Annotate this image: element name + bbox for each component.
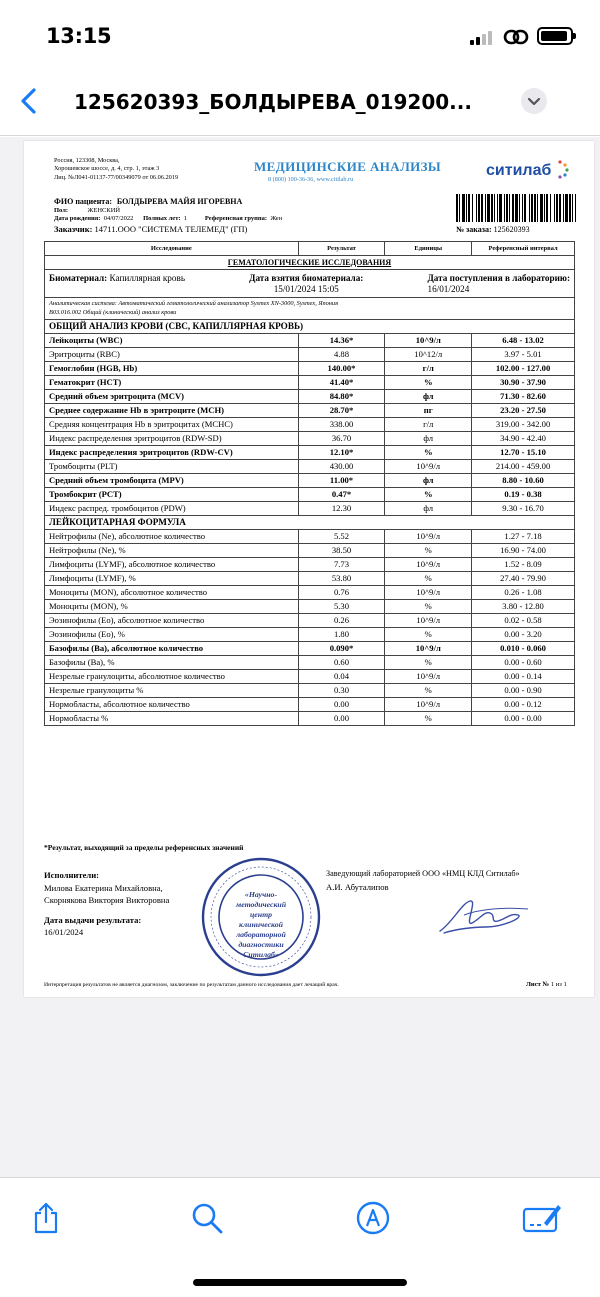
result-row <box>45 390 575 404</box>
issue-date-label: Дата выдачи результата: <box>44 915 142 925</box>
reference-range-cell: 1.27 - 7.18 <box>472 530 575 544</box>
result-row <box>45 530 575 544</box>
group-title-row <box>45 516 575 530</box>
chevron-down-icon <box>521 88 547 114</box>
result-value-cell: 12.30 <box>298 502 385 516</box>
method-note: Аналитическая система: Автоматический гематологический анализатор Sysmex XN-3000, Sysmex, Япония <box>49 300 338 307</box>
test-name-cell: Индекс распределения эритроцитов (RDW-CV) <box>45 446 299 460</box>
unit-cell: 10^12/л <box>385 348 472 362</box>
test-name-cell: Лейкоциты (WBC) <box>45 334 299 348</box>
test-name-cell: Средний объем тромбоцита (MPV) <box>45 474 299 488</box>
logo-dots-icon <box>556 159 570 179</box>
executors-label: Исполнители: <box>44 870 100 880</box>
stamp-line: лабораторной <box>236 930 286 939</box>
result-row <box>45 334 575 348</box>
unit-cell: % <box>385 488 472 502</box>
unit-cell: 10^9/л <box>385 530 472 544</box>
result-value-cell: 1.80 <box>298 628 385 642</box>
result-row <box>45 446 575 460</box>
reference-range-cell: 71.30 - 82.60 <box>472 390 575 404</box>
result-row <box>45 600 575 614</box>
reference-range-cell: 0.02 - 0.58 <box>472 614 575 628</box>
disclaimer: Интерпретация результатов не является диагнозом, заключение по результатам данного исследования дает лечащий врач. <box>44 982 339 988</box>
group-title-leukocyte-formula: ЛЕЙКОЦИТАРНАЯ ФОРМУЛА <box>45 516 575 530</box>
test-name-cell: Базофилы (Ba), % <box>45 656 299 670</box>
unit-cell: % <box>385 712 472 726</box>
reference-range-cell: 3.80 - 12.80 <box>472 600 575 614</box>
result-row <box>45 614 575 628</box>
reference-range-cell: 3.97 - 5.01 <box>472 348 575 362</box>
battery-icon <box>537 27 573 45</box>
status-bar <box>0 0 600 70</box>
biomaterial-cell <box>45 270 575 298</box>
result-row <box>45 656 575 670</box>
reference-range-cell: 8.80 - 10.60 <box>472 474 575 488</box>
order-number: 125620393 <box>493 225 530 234</box>
header-units: Единицы <box>385 242 472 256</box>
test-name-cell: Моноциты (MON), % <box>45 600 299 614</box>
title-menu-button[interactable] <box>521 88 547 114</box>
result-row <box>45 432 575 446</box>
group-title-cbc: ОБЩИЙ АНАЛИЗ КРОВИ (CBC, КАПИЛЛЯРНАЯ КРОВЬ) <box>45 320 575 334</box>
stamp-line: центр клинической <box>239 910 283 929</box>
reference-range-cell: 30.90 - 37.90 <box>472 376 575 390</box>
result-value-cell: 0.00 <box>298 712 385 726</box>
barcode-icon <box>456 194 576 222</box>
test-name-cell: Нормобласты % <box>45 712 299 726</box>
result-value-cell: 36.70 <box>298 432 385 446</box>
result-value-cell: 4.88 <box>298 348 385 362</box>
result-value-cell: 41.40* <box>298 376 385 390</box>
document-page <box>24 141 594 997</box>
result-value-cell: 338.00 <box>298 418 385 432</box>
search-icon[interactable] <box>190 1201 224 1235</box>
test-name-cell: Эритроциты (RBC) <box>45 348 299 362</box>
brand-contacts: 8 (800) 100-36-36, www.citilab.ru <box>268 176 354 183</box>
reference-range-cell: 16.90 - 74.00 <box>472 544 575 558</box>
lab-address <box>54 157 178 182</box>
order-label: № заказа: <box>456 225 492 234</box>
reference-range-cell: 1.52 - 8.09 <box>472 558 575 572</box>
result-row <box>45 348 575 362</box>
method-code: B03.016.002 Общий (клинический) анализ крови <box>49 308 177 316</box>
reference-range-cell: 23.20 - 27.50 <box>472 404 575 418</box>
test-name-cell: Гематокрит (HCT) <box>45 376 299 390</box>
ref-group: Жен <box>270 215 283 222</box>
brand-title: МЕДИЦИНСКИЕ АНАЛИЗЫ <box>254 159 442 174</box>
document-viewer[interactable] <box>0 137 600 1177</box>
unit-cell: фл <box>385 390 472 404</box>
reference-range-cell: 12.70 - 15.10 <box>472 446 575 460</box>
received-date-block <box>427 273 570 294</box>
reference-range-cell: 34.90 - 42.40 <box>472 432 575 446</box>
patient-sex-row <box>54 207 120 215</box>
link-icon <box>503 27 529 47</box>
executor-name: Скорнякова Виктория Викторовна <box>44 895 170 905</box>
reference-range-cell: 0.00 - 0.12 <box>472 698 575 712</box>
unit-cell: фл <box>385 502 472 516</box>
result-value-cell: 28.70* <box>298 404 385 418</box>
reference-range-cell: 0.26 - 1.08 <box>472 586 575 600</box>
unit-cell: % <box>385 376 472 390</box>
test-name-cell: Гемоглобин (HGB, Hb) <box>45 362 299 376</box>
cellular-signal-icon <box>470 30 494 45</box>
reference-range-cell: 0.00 - 0.90 <box>472 684 575 698</box>
patient-sex: ЖЕНСКИЙ <box>87 207 121 214</box>
annotate-icon[interactable] <box>522 1201 562 1235</box>
unit-cell: 10^9/л <box>385 460 472 474</box>
result-row <box>45 628 575 642</box>
lab-head-name: А.И. Абуталипов <box>326 882 389 892</box>
test-name-cell: Моноциты (MON), абсолютное количество <box>45 586 299 600</box>
reference-range-cell: 0.19 - 0.38 <box>472 488 575 502</box>
test-name-cell: Лимфоциты (LYMF), % <box>45 572 299 586</box>
test-name-cell: Средний объем эритроцита (MCV) <box>45 390 299 404</box>
result-row <box>45 558 575 572</box>
result-value-cell: 0.26 <box>298 614 385 628</box>
method-note-row <box>45 298 575 320</box>
test-name-cell: Индекс распред. тромбоцитов (PDW) <box>45 502 299 516</box>
issue-date: 16/01/2024 <box>44 927 84 937</box>
lab-address-line: Россия, 123308, Москва, <box>54 157 120 164</box>
reference-range-cell: 319.00 - 342.00 <box>472 418 575 432</box>
result-value-cell: 5.30 <box>298 600 385 614</box>
result-row <box>45 698 575 712</box>
test-name-cell: Тромбоциты (PLT) <box>45 460 299 474</box>
share-icon[interactable] <box>29 1201 63 1235</box>
reference-range-cell: 0.00 - 0.14 <box>472 670 575 684</box>
header-result: Результат <box>298 242 385 256</box>
result-value-cell: 0.47* <box>298 488 385 502</box>
patient-age: 1 <box>183 215 188 222</box>
biomaterial-label: Биоматериал: <box>49 273 108 283</box>
ref-group-label: Референсная группа: <box>204 215 268 222</box>
navigation-bar <box>0 70 600 136</box>
reference-range-cell: 0.00 - 0.60 <box>472 656 575 670</box>
test-name-cell: Нейтрофилы (Ne), абсолютное количество <box>45 530 299 544</box>
citilab-logo: ситилаб <box>486 162 552 179</box>
section-title-row <box>45 256 575 270</box>
test-name-cell: Средняя концентрация Hb в эритроцитах (MCHC) <box>45 418 299 432</box>
header-test: Исследование <box>45 242 299 256</box>
result-value-cell: 7.73 <box>298 558 385 572</box>
result-row <box>45 460 575 474</box>
test-name-cell: Эозинофилы (Eo), абсолютное количество <box>45 614 299 628</box>
result-row <box>45 376 575 390</box>
result-row <box>45 362 575 376</box>
result-value-cell: 12.10* <box>298 446 385 460</box>
unit-cell: 10^9/л <box>385 558 472 572</box>
unit-cell: % <box>385 656 472 670</box>
reference-range-cell: 0.00 - 0.00 <box>472 712 575 726</box>
document-title[interactable]: 125620393_БОЛДЫРЕВА_019200... <box>74 90 472 114</box>
reference-range-cell: 6.48 - 13.02 <box>472 334 575 348</box>
status-time: 13:15 <box>46 24 112 48</box>
result-value-cell: 0.00 <box>298 698 385 712</box>
test-name-cell: Лимфоциты (LYMF), абсолютное количество <box>45 558 299 572</box>
group-title-row <box>45 320 575 334</box>
unit-cell: 10^9/л <box>385 586 472 600</box>
test-name-cell: Нормобласты, абсолютное количество <box>45 698 299 712</box>
unit-cell: % <box>385 572 472 586</box>
test-name-cell: Нейтрофилы (Ne), % <box>45 544 299 558</box>
results-header-row <box>45 242 575 256</box>
lab-license-line: Лиц. №Л041-01137-77/00349079 от 06.06.2019 <box>54 173 179 181</box>
patient-dob-row <box>54 215 282 223</box>
unit-cell: 10^9/л <box>385 614 472 628</box>
stamp-text <box>230 890 292 960</box>
home-indicator[interactable] <box>193 1279 407 1286</box>
unit-cell: г/л <box>385 418 472 432</box>
collection-date-label: Дата взятия биоматериала: <box>249 273 364 283</box>
stamp-line: диагностики <box>238 940 284 949</box>
result-value-cell: 53.80 <box>298 572 385 586</box>
lab-address-line: Хорошевское шоссе, д. 4, стр. 1, этаж 3 <box>54 165 160 173</box>
reference-range-cell: 0.00 - 3.20 <box>472 628 575 642</box>
result-value-cell: 0.04 <box>298 670 385 684</box>
result-value-cell: 5.52 <box>298 530 385 544</box>
test-name-cell: Базофилы (Ba), абсолютное количество <box>45 642 299 656</box>
unit-cell: 10^9/л <box>385 334 472 348</box>
test-name-cell: Среднее содержание Hb в эритроците (MCH) <box>45 404 299 418</box>
test-name-cell: Эозинофилы (Eo), % <box>45 628 299 642</box>
result-value-cell: 0.76 <box>298 586 385 600</box>
reference-range-cell: 102.00 - 127.00 <box>472 362 575 376</box>
client-name: 14711.ООО "СИСТЕМА ТЕЛЕМЕД" (ГП) <box>94 224 248 234</box>
unit-cell: пг <box>385 404 472 418</box>
unit-cell: % <box>385 628 472 642</box>
result-value-cell: 14.36* <box>298 334 385 348</box>
result-value-cell: 38.50 <box>298 544 385 558</box>
result-row <box>45 642 575 656</box>
result-row <box>45 712 575 726</box>
method-note-cell <box>45 298 575 320</box>
result-row <box>45 502 575 516</box>
collection-date: 15/01/2024 15:05 <box>273 283 339 294</box>
result-value-cell: 11.00* <box>298 474 385 488</box>
patient-name-row <box>54 198 242 207</box>
biomaterial-row <box>45 270 575 298</box>
test-name-cell: Незрелые гранулоциты % <box>45 684 299 698</box>
result-value-cell: 84.80* <box>298 390 385 404</box>
unit-cell: % <box>385 544 472 558</box>
unit-cell: фл <box>385 474 472 488</box>
signature-icon <box>434 893 534 938</box>
lab-head-title: Заведующий лабораторией ООО «НМЦ КЛД Ситилаб» <box>326 869 520 878</box>
result-row <box>45 474 575 488</box>
result-value-cell: 430.00 <box>298 460 385 474</box>
back-chevron-icon[interactable] <box>14 86 44 116</box>
unit-cell: фл <box>385 432 472 446</box>
unit-cell: г/л <box>385 362 472 376</box>
reference-range-cell: 0.010 - 0.060 <box>472 642 575 656</box>
unit-cell: 10^9/л <box>385 698 472 712</box>
patient-sex-label: Пол: <box>54 207 69 214</box>
collection-date-block <box>249 273 363 294</box>
result-value-cell: 0.090* <box>298 642 385 656</box>
patient-name: БОЛДЫРЕВА МАЙЯ ИГОРЕВНА <box>116 197 243 206</box>
patient-dob: 04/07/2022 <box>103 215 134 222</box>
result-value-cell: 0.60 <box>298 656 385 670</box>
header-reference: Референсный интервал <box>472 242 575 256</box>
client-label: Заказчик: <box>54 224 93 234</box>
order-number-row <box>456 225 530 234</box>
biomaterial: Капиллярная кровь <box>109 273 186 283</box>
results-table <box>44 241 575 726</box>
result-row <box>45 404 575 418</box>
patient-age-label: Полных лет: <box>143 215 181 222</box>
result-row <box>45 586 575 600</box>
unit-cell: % <box>385 600 472 614</box>
sheet-value: 1 из 1 <box>550 981 567 988</box>
reference-range-cell: 214.00 - 459.00 <box>472 460 575 474</box>
reference-range-cell: 9.30 - 16.70 <box>472 502 575 516</box>
stamp-line: Ситилаб» <box>243 950 279 959</box>
test-name-cell: Тромбокрит (PCT) <box>45 488 299 502</box>
test-name-cell: Индекс распределения эритроцитов (RDW-SD) <box>45 432 299 446</box>
patient-dob-label: Дата рождения: <box>54 215 101 222</box>
result-value-cell: 0.30 <box>298 684 385 698</box>
result-row <box>45 418 575 432</box>
unit-cell: % <box>385 684 472 698</box>
out-of-range-footnote: *Результат, выходящий за пределы референсных значений <box>44 843 244 852</box>
client-row <box>54 224 247 234</box>
executor-name: Милова Екатерина Михайловна, <box>44 883 163 893</box>
patient-name-label: ФИО пациента: <box>54 197 112 206</box>
markup-icon[interactable] <box>356 1201 390 1235</box>
unit-cell: % <box>385 446 472 460</box>
sheet-number <box>526 981 567 988</box>
unit-cell: 10^9/л <box>385 642 472 656</box>
unit-cell: 10^9/л <box>385 670 472 684</box>
received-date: 16/01/2024 <box>427 283 470 294</box>
section-title: ГЕМАТОЛОГИЧЕСКИЕ ИССЛЕДОВАНИЯ <box>45 256 575 270</box>
result-row <box>45 670 575 684</box>
result-value-cell: 140.00* <box>298 362 385 376</box>
result-row <box>45 488 575 502</box>
battery-level <box>541 31 567 41</box>
stamp-line: «Научно- <box>244 890 278 899</box>
reference-range-cell: 27.40 - 79.90 <box>472 572 575 586</box>
biomaterial-block <box>49 273 185 294</box>
test-name-cell: Незрелые гранулоциты, абсолютное количество <box>45 670 299 684</box>
stamp-line: методический <box>235 900 287 909</box>
result-row <box>45 572 575 586</box>
sheet-label: Лист № <box>526 981 550 988</box>
result-row <box>45 544 575 558</box>
result-row <box>45 684 575 698</box>
received-date-label: Дата поступления в лабораторию: <box>427 273 570 283</box>
